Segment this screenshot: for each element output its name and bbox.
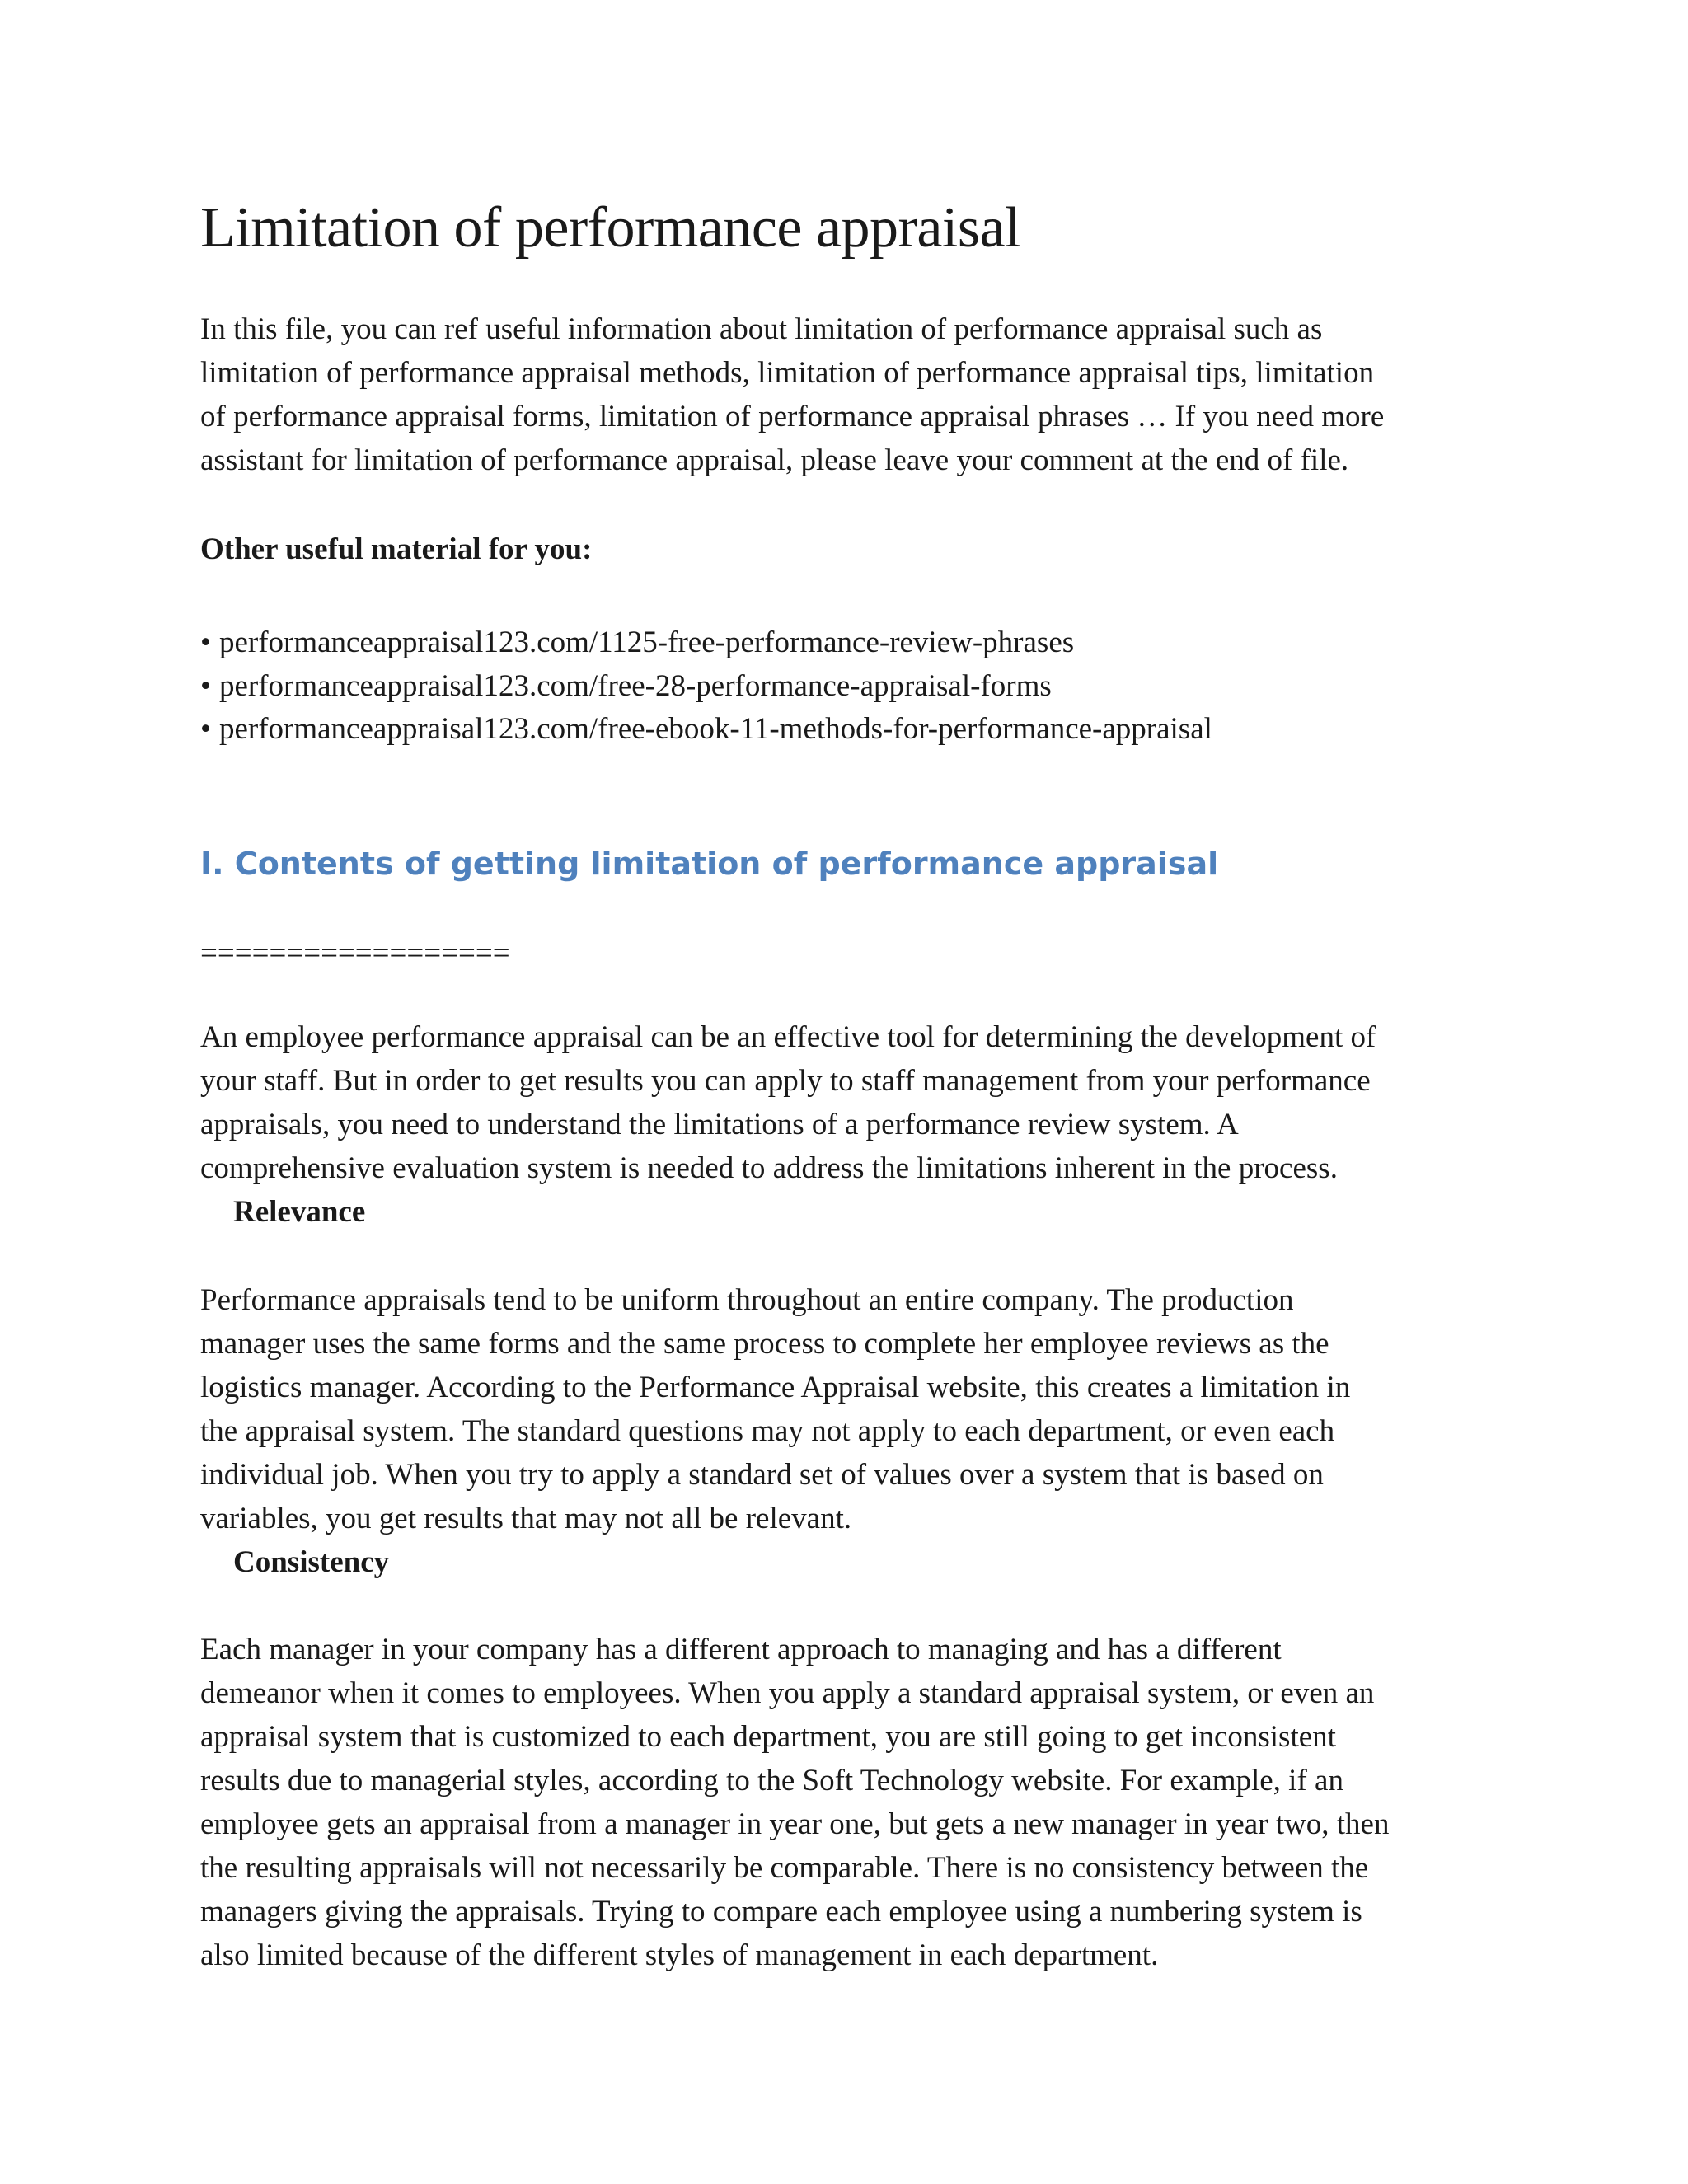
paragraph-line: your staff. But in order to get results you can apply to staff management from your performance xyxy=(200,1064,1371,1098)
paragraph-line: employee gets an appraisal from a manager in year one, but gets a new manager in year two, then xyxy=(200,1807,1390,1841)
bullet-icon: • xyxy=(200,668,211,703)
paragraph-line: Performance appraisals tend to be uniform throughout an entire company. The production xyxy=(200,1283,1294,1317)
paragraph-line: managers giving the appraisals. Trying to compare each employee using a numbering system is xyxy=(200,1895,1362,1929)
paragraph-line: manager uses the same forms and the same process to complete her employee reviews as the xyxy=(200,1327,1329,1361)
paragraph-line: individual job. When you try to apply a standard set of values over a system that is based on xyxy=(200,1458,1324,1492)
relevance-heading: Relevance xyxy=(233,1195,366,1229)
paragraph-line: also limited because of the different styles of management in each department. xyxy=(200,1938,1159,1972)
useful-links-list xyxy=(200,621,1212,752)
intro-line: limitation of performance appraisal methods, limitation of performance appraisal tips, limitation xyxy=(200,356,1375,390)
consistency-heading: Consistency xyxy=(233,1545,390,1579)
document-title: Limitation of performance appraisal xyxy=(200,196,1021,260)
paragraph-line: appraisal system that is customized to each department, you are still going to get inconsistent xyxy=(200,1720,1336,1754)
other-material-heading: Other useful material for you: xyxy=(200,532,593,566)
link-text[interactable]: performanceappraisal123.com/1125-free-performance-review-phrases xyxy=(218,626,1075,659)
paragraph-line: appraisals, you need to understand the limitations of a performance review system. A xyxy=(200,1108,1239,1141)
paragraph-line: results due to managerial styles, according to the Soft Technology website. For example, if an xyxy=(200,1764,1343,1797)
bullet-icon: • xyxy=(200,626,211,659)
section-heading: I. Contents of getting limitation of performance appraisal xyxy=(200,846,1219,882)
paragraph-line: Each manager in your company has a different approach to managing and has a different xyxy=(200,1633,1282,1666)
bullet-icon: • xyxy=(200,712,211,746)
intro-line: assistant for limitation of performance appraisal, please leave your comment at the end of file. xyxy=(200,443,1349,477)
separator-line: ================== xyxy=(200,936,510,970)
intro-line: of performance appraisal forms, limitation of performance appraisal phrases … If you need more xyxy=(200,400,1385,434)
paragraph-line: comprehensive evaluation system is needed to address the limitations inherent in the process. xyxy=(200,1151,1338,1185)
section-intro-paragraph xyxy=(200,1015,1376,1190)
paragraph-line: demeanor when it comes to employees. When you apply a standard appraisal system, or even an xyxy=(200,1676,1375,1710)
intro-line: In this file, you can ref useful information about limitation of performance appraisal such as xyxy=(200,312,1323,346)
paragraph-line: the appraisal system. The standard questions may not apply to each department, or even each xyxy=(200,1414,1335,1448)
list-item xyxy=(200,665,1212,709)
paragraph-line: the resulting appraisals will not necessarily be comparable. There is no consistency between the xyxy=(200,1851,1369,1885)
link-text[interactable]: performanceappraisal123.com/free-ebook-11-methods-for-performance-appraisal xyxy=(218,712,1212,746)
relevance-paragraph xyxy=(200,1278,1350,1540)
paragraph-line: logistics manager. According to the Performance Appraisal website, this creates a limitation in xyxy=(200,1371,1351,1404)
consistency-paragraph xyxy=(200,1628,1389,1977)
paragraph-line: variables, you get results that may not all be relevant. xyxy=(200,1502,852,1535)
link-text[interactable]: performanceappraisal123.com/free-28-performance-appraisal-forms xyxy=(218,668,1052,703)
list-item xyxy=(200,621,1212,665)
list-item xyxy=(200,708,1212,752)
intro-paragraph xyxy=(200,307,1384,482)
paragraph-line: An employee performance appraisal can be an effective tool for determining the development of xyxy=(200,1020,1376,1054)
